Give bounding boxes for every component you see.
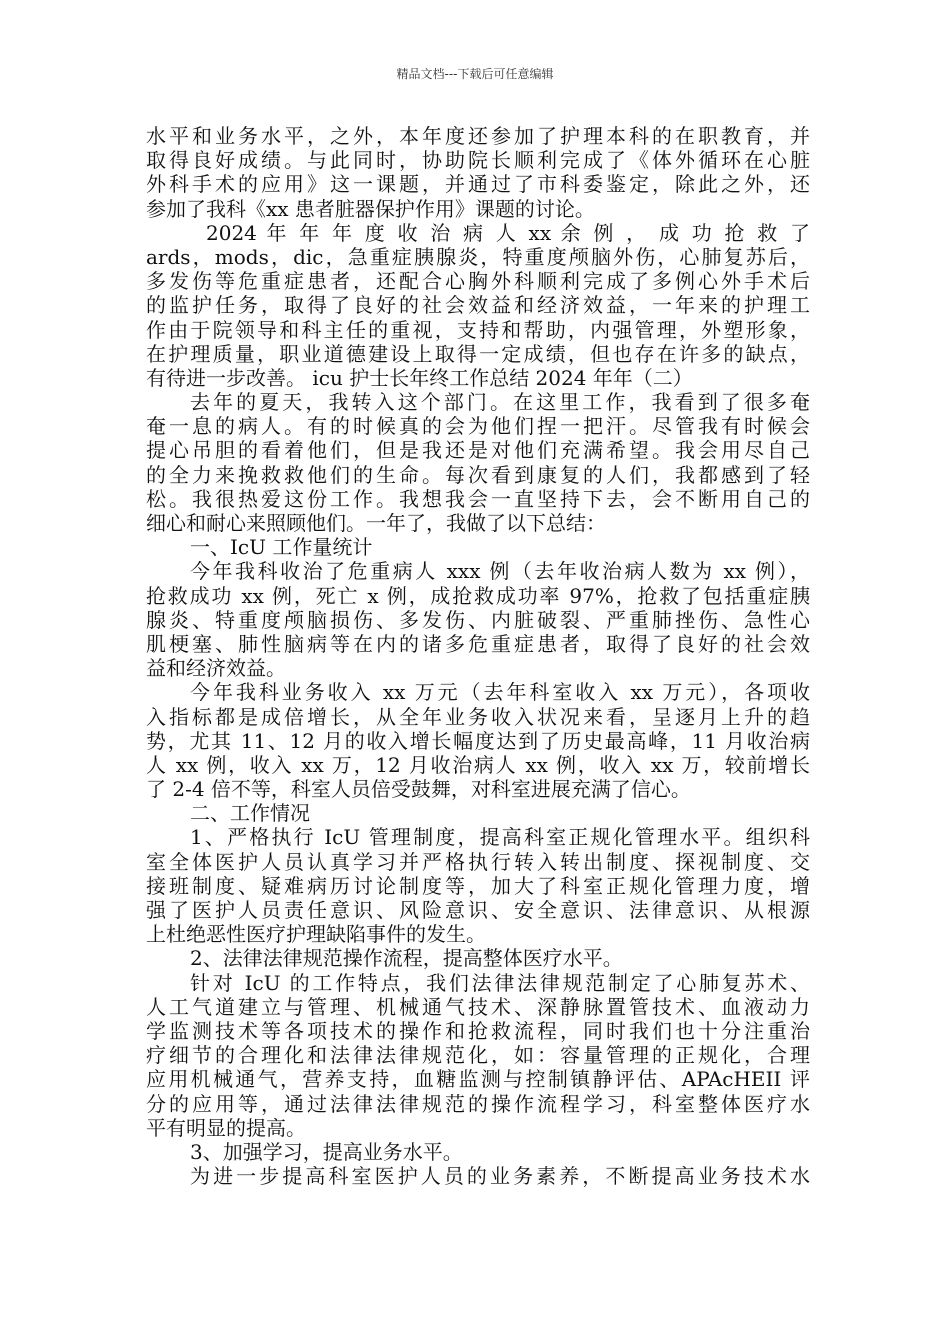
text-line: 参加了我科《xx 患者脏器保护作用》课题的讨论。 (146, 196, 595, 221)
text-line: 2024 年 年 年 度 收 治 病 人 xx 余 例 ， 成 功 抢 救 了 (206, 220, 810, 245)
text-line: 奄一息的病人。有的时候真的会为他们捏一把汗。尽管我有时候会 (146, 414, 810, 439)
text-line: 人 xx 例，收入 xx 万，12 月收治病人 xx 例，收入 xx 万，较前增长 (146, 752, 810, 777)
text-line: 水平和业务水平，之外，本年度还参加了护理本科的在职教育，并 (146, 124, 810, 148)
text-line: 取得良好成绩。与此同时，协助院长顺利完成了《体外循环在心脏 (146, 148, 810, 173)
text-line: 的全力来挽救救他们的生命。每次看到康复的人们，我都感到了轻 (146, 462, 810, 487)
text-line: 应用机械通气，营养支持，血糖监测与控制镇静评估、APAcHEII 评 (146, 1067, 810, 1092)
text-line: 在护理质量，职业道德建设上取得一定成绩，但也存在许多的缺点， (146, 341, 810, 366)
text-line: 3、加强学习，提高业务水平。 (190, 1139, 463, 1164)
text-line: 作由于院领导和科主任的重视，支持和帮助，内强管理，外塑形象， (146, 317, 810, 342)
text-line: 去年的夏天，我转入这个部门。在这里工作，我看到了很多奄 (190, 390, 810, 415)
text-line: 上杜绝恶性医疗护理缺陷事件的发生。 (146, 922, 486, 947)
text-line: 室全体医护人员认真学习并严格执行转入转出制度、探视制度、交 (146, 849, 810, 874)
text-line: 松。我很热爱这份工作。我想我会一直坚持下去，会不断用自己的 (146, 486, 810, 511)
text-line: 了 2-4 倍不等，科室人员倍受鼓舞，对科室进展充满了信心。 (146, 777, 691, 802)
text-line: 学监测技术等各项技术的操作和抢救流程，同时我们也十分注重治 (146, 1018, 810, 1043)
section-heading: 一、IcU 工作量统计 (190, 535, 373, 560)
text-line: 今年我科收治了危重病人 xxx 例（去年收治病人数为 xx 例）， (190, 559, 810, 584)
text-line: 强了医护人员责任意识、风险意识、安全意识、法律意识、从根源 (146, 898, 810, 922)
text-line: 外科手术的应用》这一课题，并通过了市科委鉴定，除此之外，还 (146, 172, 810, 197)
text-line: 人工气道建立与管理、机械通气技术、深静脉置管技术、血液动力 (146, 994, 810, 1019)
text-line: 平有明显的提高。 (146, 1115, 306, 1140)
text-line: 益和经济效益。 (146, 656, 286, 681)
text-line: 入指标都是成倍增长，从全年业务收入状况来看，呈逐月上升的趋 (146, 704, 810, 729)
text-line: 疗细节的合理化和法律法律规范化，如：容量管理的正规化，合理 (146, 1043, 810, 1068)
text-line: 分的应用等，通过法律法律规范的操作流程学习，科室整体医疗水 (146, 1091, 810, 1116)
text-line: 为进一步提高科室医护人员的业务素养，不断提高业务技术水 (190, 1164, 810, 1189)
text-line: 提心吊胆的看着他们，但是我还是对他们充满希望。我会用尽自己 (146, 438, 810, 463)
text-line: 势，尤其 11、12 月的收入增长幅度达到了历史最高峰，11 月收治病 (146, 728, 810, 753)
text-line: 有待进一步改善。 icu 护士长年终工作总结 2024 年年（二） (146, 365, 693, 390)
section-heading: 二、工作情况 (190, 801, 310, 826)
text-line: 的监护任务，取得了良好的社会效益和经济效益，一年来的护理工 (146, 293, 810, 318)
document-body (146, 124, 810, 1188)
text-line: 1、严格执行 IcU 管理制度，提高科室正规化管理水平。组织科 (190, 825, 810, 850)
text-line: 2、法律法律规范操作流程，提高整体医疗水平。 (190, 946, 623, 971)
text-line: 肌梗塞、肺性脑病等在内的诸多危重症患者，取得了良好的社会效 (146, 631, 810, 656)
text-line: 多发伤等危重症患者，还配合心胸外科顺利完成了多例心外手术后 (146, 269, 810, 294)
document-watermark-header: 精品文档---下载后可任意编辑 (396, 67, 554, 81)
text-line: 针对 IcU 的工作特点，我们法律法律规范制定了心肺复苏术、 (190, 970, 810, 995)
text-line: 细心和耐心来照顾他们。一年了，我做了以下总结： (146, 511, 606, 535)
text-line: 接班制度、疑难病历讨论制度等，加大了科室正规化管理力度，增 (146, 873, 810, 898)
text-line: 抢救成功 xx 例，死亡 x 例，成抢救成功率 97%，抢救了包括重症胰 (146, 583, 810, 608)
text-line: 今年我科业务收入 xx 万元（去年科室收入 xx 万元），各项收 (190, 680, 810, 705)
text-line: 腺炎、特重度颅脑损伤、多发伤、内脏破裂、严重肺挫伤、急性心 (146, 607, 810, 632)
text-line: ards，mods，dic，急重症胰腺炎，特重度颅脑外伤，心肺复苏后， (146, 244, 810, 269)
